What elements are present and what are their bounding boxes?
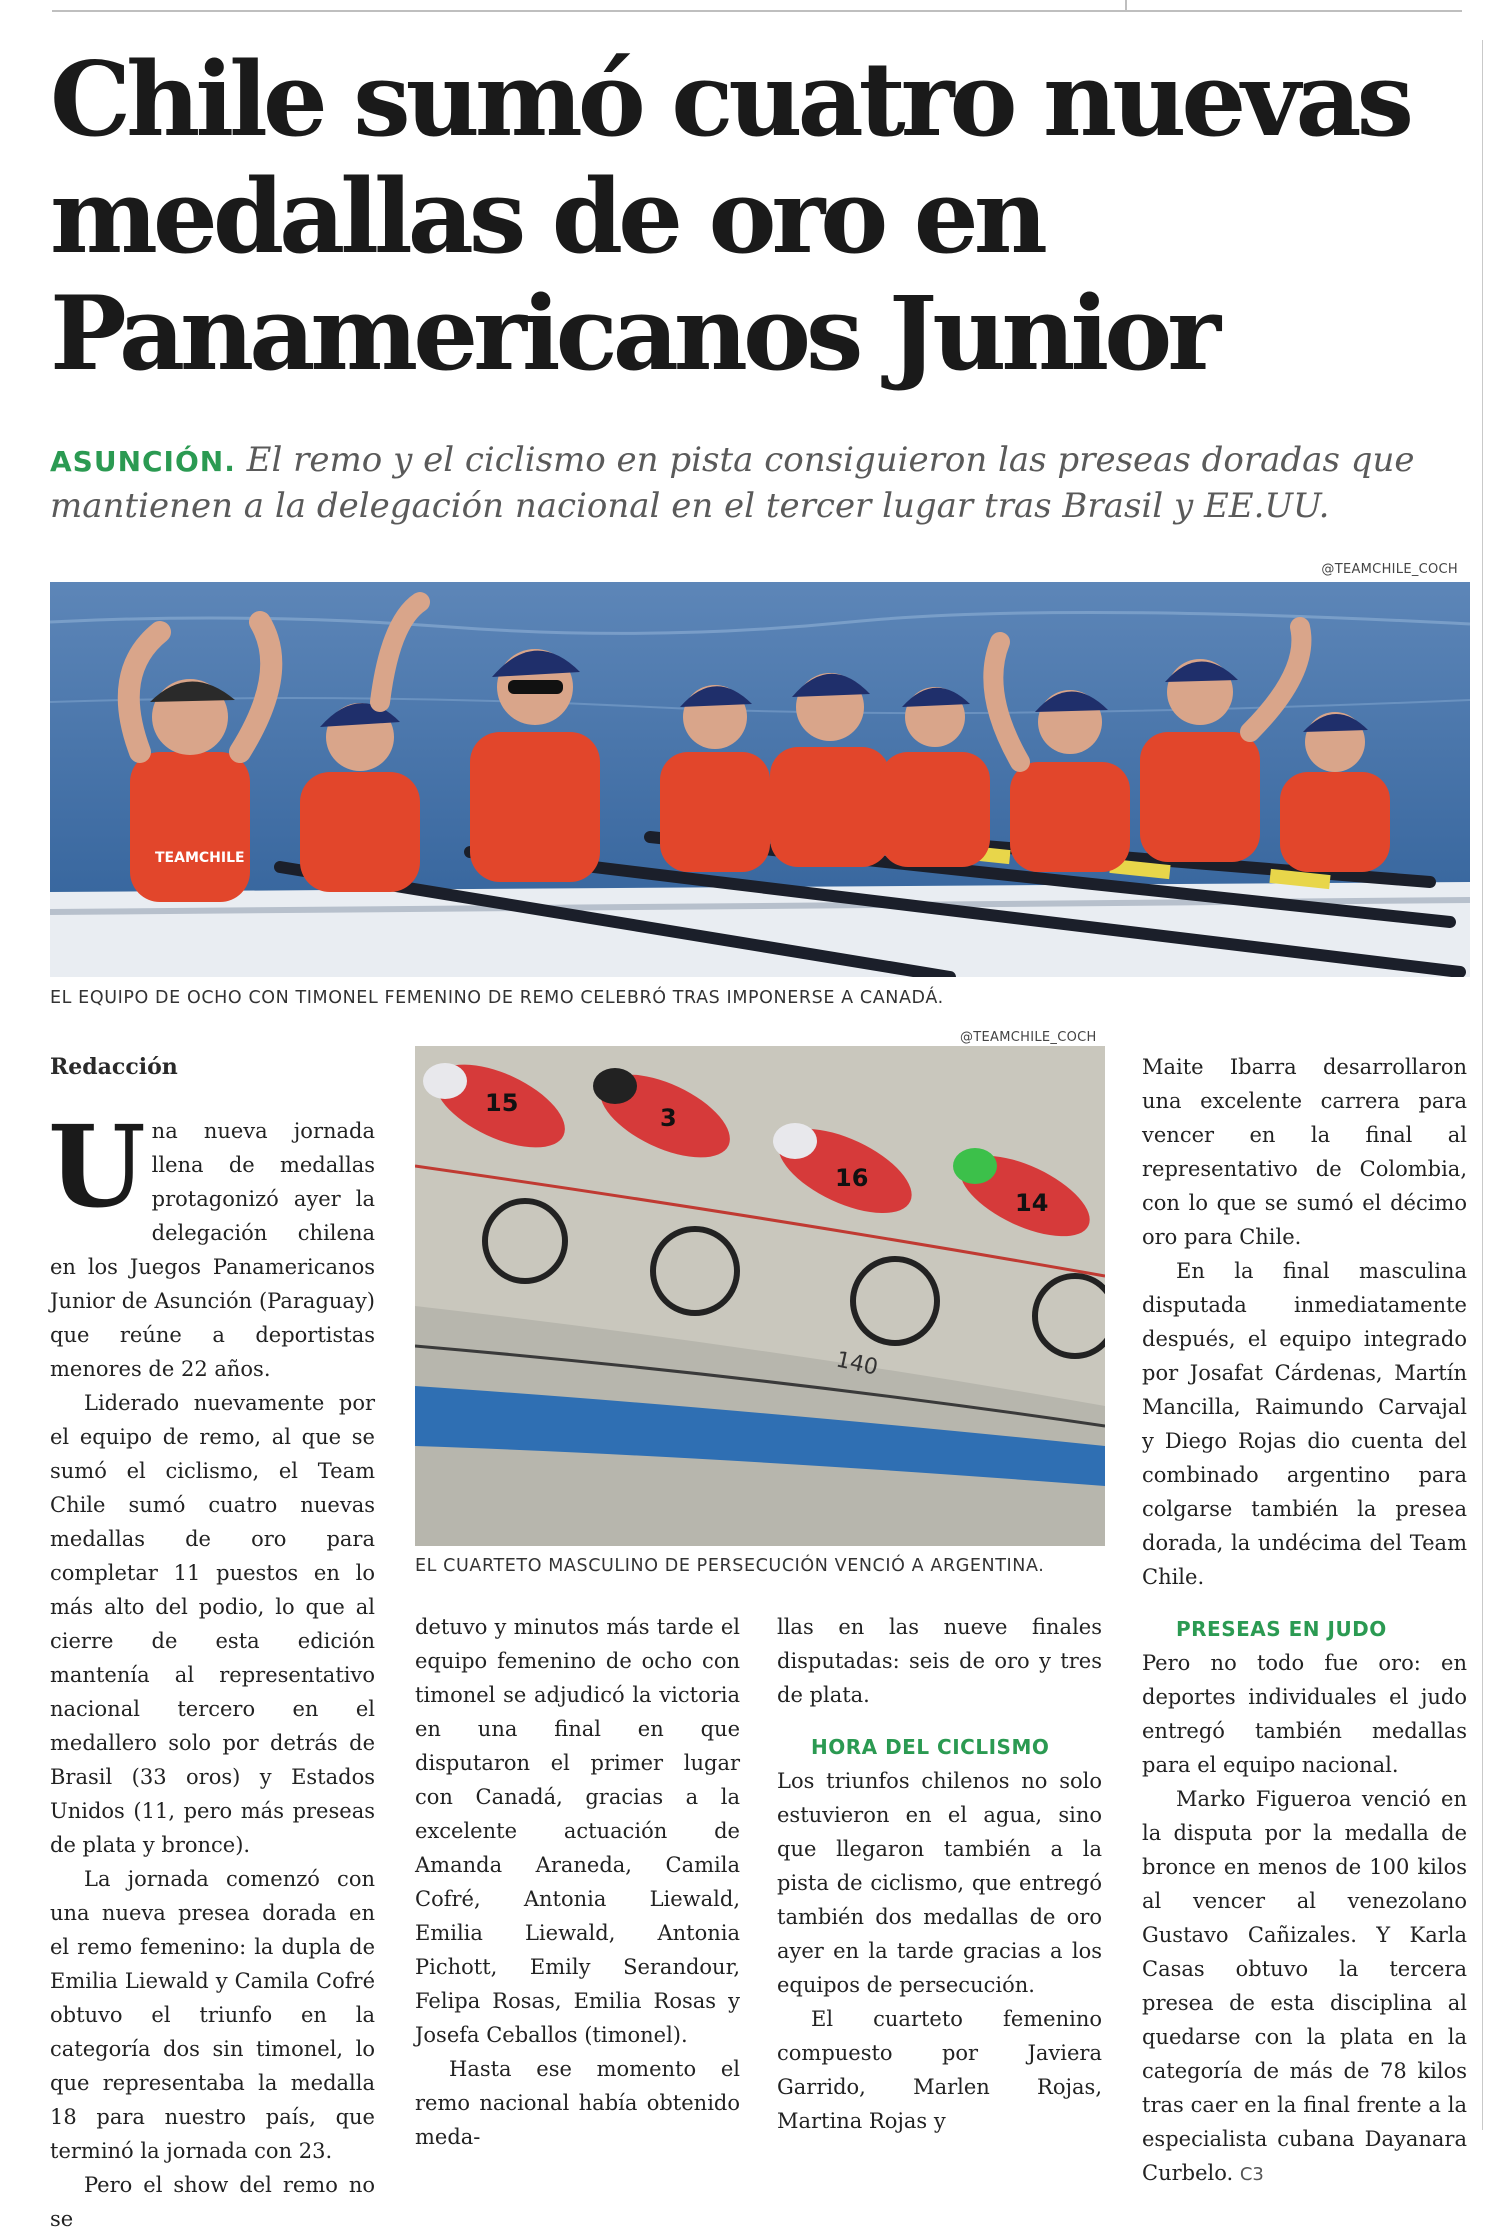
cycling-photo (415, 1046, 1105, 1546)
column-2 (415, 1610, 740, 2154)
col3-paragraph-2: Los triunfos chilenos no solo estuvieron en el agua, sino que llegaron también a la pista de ciclismo, que entregó también dos medallas de oro ayer en la tarde gracias a los equipos de persecución. (777, 1769, 1102, 1997)
track-number: 140 (833, 1347, 881, 1381)
top-rule (52, 10, 1462, 12)
bike-number-1: 15 (485, 1089, 519, 1117)
dropcap: U (48, 1102, 146, 1233)
deck-text: El remo y el ciclismo en pista consiguieron las preseas doradas que mantienen a la delegación nacional en el tercer lugar tras Brasil y EE.UU. (50, 440, 1415, 526)
subhead-judo: PRESEAS EN JUDO (1176, 1617, 1387, 1641)
byline: Redacción (50, 1054, 178, 1080)
col1-paragraph-3: La jornada comenzó con una nueva presea dorada en el remo femenino: la dupla de Emilia Liewald y Camila Cofré obtuvo el triunfo en la categoría dos sin timonel, lo que representaba la medalla 18 para nuestro país, que terminó la jornada con 23. (50, 1867, 375, 2163)
photo1-caption: EL EQUIPO DE OCHO CON TIMONEL FEMENINO DE REMO CELEBRÓ TRAS IMPONERSE A CANADÁ. (50, 988, 944, 1008)
headline (50, 42, 1470, 393)
headline-line-2: medallas de oro en (50, 157, 1043, 277)
col1-paragraph-1: Una nueva jornada llena de medallas protagonizó ayer la delegación chilena en los Juegos Panamericanos Junior de Asunción (Paraguay) que reúne a deportistas menores de 22 años. (48, 1102, 375, 1381)
photo2-credit: @TEAMCHILE_COCH (960, 1030, 1097, 1045)
column-1 (48, 1102, 375, 2236)
col4-paragraph-3: Pero no todo fue oro: en deportes individuales el judo entregó también medallas para el equipo nacional. (1142, 1651, 1467, 1777)
cycling-photo-illustration (415, 1046, 1105, 1546)
col4-paragraph-4: Marko Figueroa venció en la disputa por la medalla de bronce en menos de 100 kilos al vencer al venezolano Gustavo Cañizales. Y Karla Casas obtuvo la tercera presea de esta disciplina al quedarse con la plata en la categoría de más de 78 kilos tras caer en la final frente a la especialista cubana Dayanara Curbelo. C3 (1142, 1787, 1467, 2185)
column-3 (777, 1610, 1102, 2138)
col1-paragraph-4: Pero el show del remo no se (50, 2173, 375, 2231)
col2-paragraph-1: detuvo y minutos más tarde el equipo femenino de ocho con timonel se adjudicó la victoria en una final en que disputaron el primer lugar con Canadá, gracias a la excelente actuación de Amanda Araneda, Camila Cofré, Antonia Liewald, Emilia Liewald, Antonia Pichott, Emily Serandour, Felipa Rosas, Emilia Rosas y Josefa Ceballos (timonel). (415, 1615, 740, 2047)
jersey-text: TEAMCHILE (155, 850, 245, 866)
headline-line-1: Chile sumó cuatro nuevas (50, 40, 1410, 160)
rowing-photo-illustration (50, 582, 1470, 977)
right-column-rule (1482, 40, 1483, 2130)
bike-number-2: 3 (660, 1104, 677, 1132)
col4-paragraph-1: Maite Ibarra desarrollaron una excelente carrera para vencer en la final al representativo de Colombia, con lo que se sumó el décimo oro para Chile. (1142, 1055, 1467, 1249)
col3-paragraph-3: El cuarteto femenino compuesto por Javiera Garrido, Marlen Rojas, Martina Rojas y (777, 2007, 1102, 2133)
col2-paragraph-2: Hasta ese momento el remo nacional había obtenido meda- (415, 2057, 740, 2149)
col4-paragraph-2: En la final masculina disputada inmediatamente después, el equipo integrado por Josafat Cárdenas, Martín Mancilla, Raimundo Carvajal y Diego Rojas dio cuenta del combinado argentino para colgarse también la presea dorada, la undécima del Team Chile. (1142, 1259, 1467, 1589)
col1-paragraph-2: Liderado nuevamente por el equipo de remo, al que se sumó el ciclismo, el Team Chile sumó cuatro nuevas medallas de oro para completar 11 puestos en lo más alto del podio, lo que al cierre de esta edición mantenía al representativo nacional tercero en el medallero solo por detrás de Brasil (33 oros) y Estados Unidos (11, pero más preseas de plata y bronce). (50, 1391, 375, 1857)
column-4 (1142, 1050, 1467, 2192)
top-rule-separator (1125, 0, 1127, 11)
bike-number-3: 16 (835, 1164, 869, 1192)
deck-place: ASUNCIÓN. (50, 445, 236, 478)
subhead-cycling: HORA DEL CICLISMO (811, 1735, 1050, 1759)
photo2-caption: EL CUARTETO MASCULINO DE PERSECUCIÓN VENCIÓ A ARGENTINA. (415, 1556, 1045, 1576)
end-mark: C3 (1239, 2164, 1264, 2185)
deck (50, 438, 1460, 529)
col3-paragraph-1: llas en las nueve finales disputadas: seis de oro y tres de plata. (777, 1615, 1102, 1707)
rowing-photo (50, 582, 1470, 977)
bike-number-4: 14 (1015, 1189, 1049, 1217)
headline-line-3: Panamericanos Junior (50, 274, 1217, 394)
photo1-credit: @TEAMCHILE_COCH (1321, 562, 1458, 577)
